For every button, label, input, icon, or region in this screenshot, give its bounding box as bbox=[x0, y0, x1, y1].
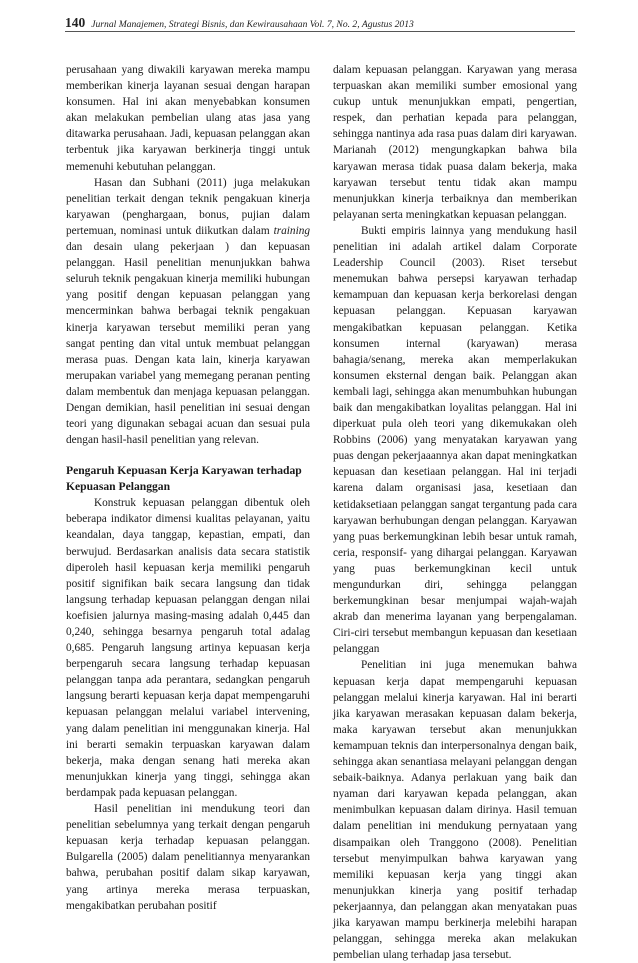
paragraph: Hasil penelitian ini mendukung teori dan penelitian sebelumnya yang terkait dengan pengaruh kepuasan kerja terhadap kepuasan pelanggan. Bulgarella (2005) dalam penelitiannya menyarankan bahwa, perubahan positif dalam sikap karyawan, yang artinya mereka merasa terpuaskan, mengakibatkan perubahan positif bbox=[66, 803, 310, 912]
paragraph-text: Hasan dan Subhani (2011) juga melakukan penelitian terkait dengan teknik pengakuan kinerja karyawan (penghargaan, bonus, pujian dalam pertemuan, nominasi untuk diikutkan dalam bbox=[66, 176, 310, 237]
page-number: 140 bbox=[65, 15, 86, 30]
paragraph: Penelitian ini juga menemukan bahwa kepuasan kerja dapat mempengaruhi kepuasan pelanggan melalui kinerja karyawan. Hal ini berarti jika karyawan merasakan kepuasan dalam bekerja, maka karyawan tersebut akan menunjukkan kemampuan teknis dan interpersonalnya dengan baik, sehingga akan senantiasa melayani pelanggan dengan sebaik-baiknya. Adanya perlakuan yang baik dan nyaman dari karyawan kepada pelanggan, akan menimbulkan kepuasan dalam dirinya. Hasil temuan dalam penelitian ini mendukung pernyataan yang disampaikan oleh Tranggono (2008). Penelitian tersebut menyimpulkan bahwa karyawan yang memiliki kepuasan kerja yang tinggi akan menunjukkan kinerja yang positif terhadap pekerjaannya, dan pelanggan akan menyatakan puas jika karyawan mampu berkinerja melebihi harapan pelanggan, sehingga mereka akan melakukan pembelian ulang terhadap jasa tersebut. bbox=[333, 659, 577, 962]
paragraph: dalam kepuasan pelanggan. Karyawan yang merasa terpuaskan akan memiliki sumber emosional yang cukup untuk menunjukkan empati, pengertian, respek, dan perhatian kepada para pelanggan, sehingga nantinya ada rasa puas dalam diri karyawan. Marianah (2012) mengungkapkan bahwa bila karyawan merasa tidak puasa dalam bekerja, maka karyawan tersebut tentu tidak akan mampu menunjukkan kinerja terbaiknya dan memberikan pelayanan serta meningkatkan kepuasan pelanggan. bbox=[333, 64, 577, 221]
italic-term: training bbox=[273, 224, 310, 237]
spacer bbox=[66, 448, 310, 463]
paragraph: Konstruk kepuasan pelanggan dibentuk oleh beberapa indikator dimensi kualitas pelayanan, yaitu keandalan, daya tanggap, kepastian, empati, dan berwujud. Berdasarkan analisis data secara statistik diperoleh hasil kepuasan kerja memiliki pengaruh positif signifikan baik secara langsung dan tidak langsung terhadap kepuasan pelanggan dengan nilai koefisien jalurnya masing-masing adalah 0,445 dan 0,240, sehingga besarnya pengaruh total adalag 0,685. Pengaruh langsung artinya kepuasan kerja berpengaruh secara langsung terhadap kepuasan pelanggan tanpa ada perantara, sedangkan pengaruh langsung berarti kepuasan kerja dapat mempengaruhi kepuasan pelanggan melalui variabel intervening, yang dalam penelitian ini menggunakan kinerja. Hal ini berarti semakin terpuaskan karyawan dalam bekerja, maka dengan senang hati mereka akan menunjukkan kinerja yang tinggi, sehingga akan berdampak pada kepuasan pelanggan. bbox=[66, 497, 310, 799]
header-rule bbox=[65, 31, 575, 32]
right-column bbox=[333, 62, 577, 963]
paragraph: Bukti empiris lainnya yang mendukung hasil penelitian ini adalah artikel dalam Corporate Leadership Council (2003). Riset tersebut menemukan bahwa persepsi karyawan terhadap kemampuan dan kepuasan kerja berkorelasi dengan kepuasan pelanggan. Kepuasan karyawan mengakibatkan kepuasan pelanggan. Ketika konsumen internal (karyawan) merasa bahagia/senang, mereka akan memperlakukan konsumen eksternal dengan baik. Pelanggan akan kembali lagi, sehingga akan menumbuhkan hubungan baik dan mengakibatkan loyalitas pelanggan. Hal ini diperkuat pula oleh teori yang dikemukakan oleh Robbins (2006) yang menyatakan karyawan yang puas dengan pekerjaaannya akan dapat meningkatkan kepuasan dan kesetiaan pelanggan. Hal ini terjadi karena dalam organisasi jasa, kesetiaan dan ketidaksetiaan pelanggan sangat tergantung pada cara karyawan berhubungan dengan pelanggan. Karyawan yang puas berkemungkinan lebih besar untuk ramah, ceria, responsif- yang dihargai pelanggan. Karyawan yang puas berkemungkinan kecil untuk mengundurkan diri, sehingga pelanggan berkemungkinan besar menjumpai wajah-wajah akrab dan menerima layanan yang berpengalaman. Ciri-ciri tersebut membangun kepuasan dan kesetiaan pelanggan bbox=[333, 224, 577, 656]
paragraph: perusahaan yang diwakili karyawan mereka mampu memberikan kinerja layanan sesuai dengan harapan konsumen. Hal ini akan menyebabkan konsumen akan melakukan pembelian ulang atas jasa yang ditawarka perusahaan. Jadi, kepuasan pelanggan akan terbentuk jika karyawan berkinerja tinggi untuk memenuhi kebutuhan pelanggan. bbox=[66, 64, 310, 173]
journal-title: Jurnal Manajemen, Strategi Bisnis, dan Kewirausahaan Vol. 7, No. 2, Agustus 2013 bbox=[91, 19, 414, 30]
paragraph bbox=[66, 175, 310, 449]
section-heading: Pengaruh Kepuasan Kerja Karyawan terhadap Kepuasan Pelanggan bbox=[66, 464, 302, 494]
running-header bbox=[65, 14, 585, 32]
paragraph-text: dan desain ulang pekerjaan ) dan kepuasan pelanggan. Hasil penelitian menunjukkan bahwa seluruh teknik pengakuan kinerja memiliki hubungan yang positif dengan kepuasan pelanggan yang mencerminkan bahwa berbagai teknik pengakuan kinerja karyawan tersebut memiliki peran yang sangat penting dan vital untuk membuat pelanggan merasa puas. Dengan kata lain, kinerja karyawan merupakan variabel yang memegang peranan penting dalam membentuk dan menjaga kepuasan pelanggan. Dengan demikian, hasil penelitian ini sesuai dengan teori yang digunakan sebagai acuan dan sesuai pula dengan hasil-hasil penelitian yang relevan. bbox=[66, 241, 310, 447]
left-column bbox=[66, 62, 310, 914]
